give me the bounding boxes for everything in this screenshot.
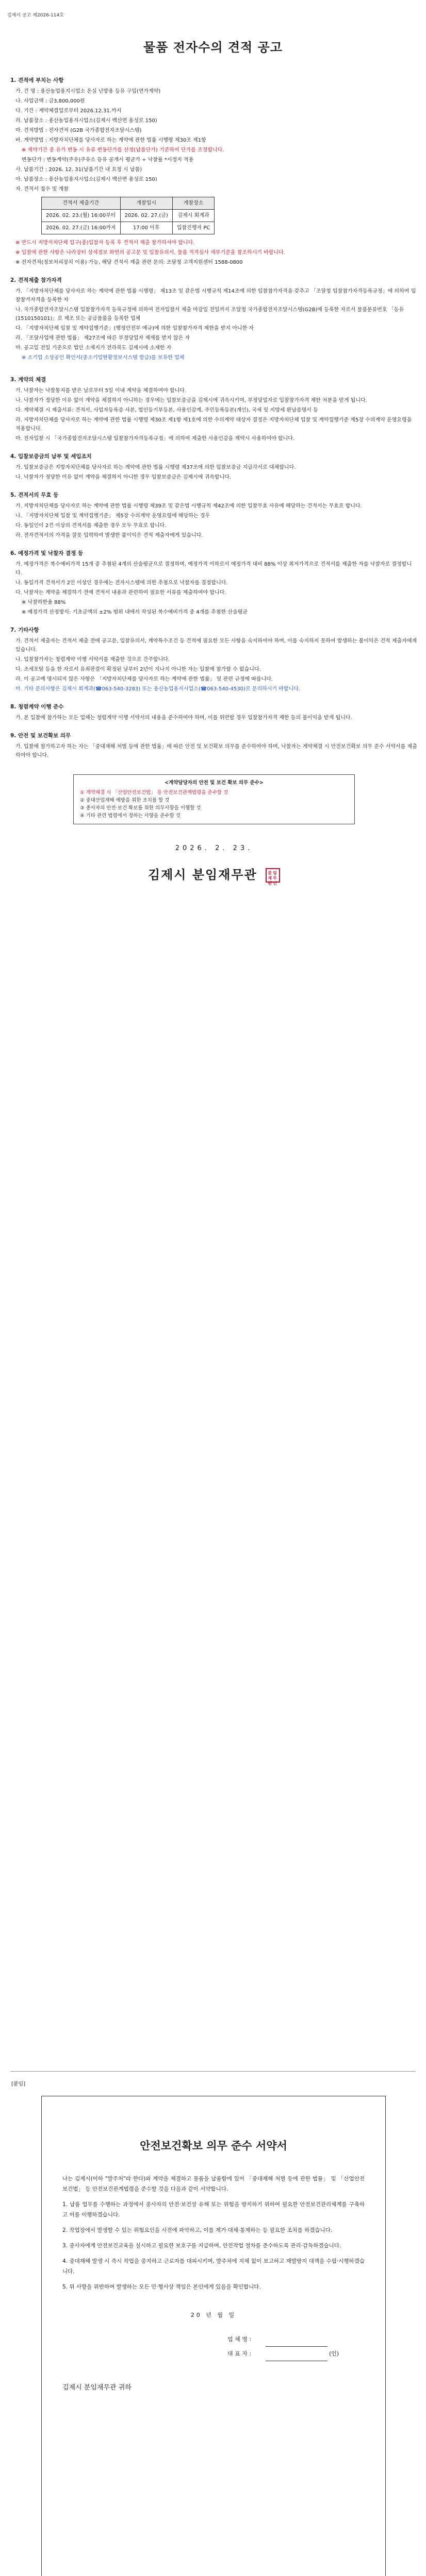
section-9 [10, 732, 418, 760]
attachment-label: [붙임] [11, 2081, 26, 2087]
section-note: ※ 소기업 소상공인 확인서(중소기업현황정보시스템 발급)를 보유한 업체 [22, 355, 185, 361]
section-line: 라. 이 공고에 명시되지 않은 사항은 「지방자치단체를 당사자로 하는 계약에 관한 법률」 및 관련 규정에 따릅니다. [15, 676, 273, 682]
notice-body [10, 67, 418, 886]
notice-box-heading: <계약담당자의 안전 및 보건 확보 의무 준수> [165, 780, 264, 786]
pledge-paragraph: 4. 중대재해 발생 시 즉시 작업을 중지하고 근로자를 대피시키며, 발주처에 지체 없이 보고하고 재발방지 대책을 수립·시행하겠습니다. [62, 2258, 365, 2275]
contact-line: 마. 기타 문의사항은 김제시 회계과(☎063-540-3283) 또는 용산농업용지시업소(☎063-540-4530)로 문의하시기 바랍니다. [15, 686, 301, 692]
pledge-date: 20 년 월 일 [190, 2312, 237, 2318]
table-header-row [42, 197, 215, 210]
section-heading: 7. 기타사항 [10, 627, 39, 633]
section-line: 다. 기간 : 계약체결일로부터 2026.12.31.까지 [15, 108, 122, 114]
section-line: 가. 입찰에 참가하고자 하는 자는 「중대재해 처벌 등에 관한 법률」에 따른 안전 및 보건확보 의무를 준수하여야 하며, 낙찰자는 계약체결 시 안전보건확보 의무 준수 서약서를 제출하여야 합니다. [15, 744, 417, 758]
section-3 [10, 376, 418, 443]
table-row [42, 222, 215, 234]
page-divider [10, 2071, 416, 2072]
section-line: 마. 전자입찰 시 「국가종합전자조달시스템 입찰참가자격등록규정」에 의하여 제출한 사용인감을 계약시 사용하여야 합니다. [15, 436, 295, 442]
pledge-form [41, 2096, 386, 2576]
pledge-title: 안전보건확보 의무 준수 서약서 [140, 2140, 287, 2152]
pledge-body [62, 2174, 365, 2292]
representative-field[interactable] [266, 2353, 327, 2361]
page-title: 물품 전자수의 견적 공고 [143, 40, 283, 55]
issuer-name [10, 868, 418, 886]
section-2 [10, 276, 418, 362]
section-line: 라. 전자견적서의 가격을 잘못 입력하여 발생한 불이익은 견적 제출자에게 있습니다. [15, 533, 203, 538]
table-header: 개찰장소 [172, 197, 215, 210]
company-field[interactable] [266, 2339, 327, 2347]
pledge-paragraph: 3. 종사자에게 안전보건교육을 실시하고 필요한 보호구를 지급하며, 안전작업 절차를 준수하도록 관리·감독하겠습니다. [62, 2243, 341, 2249]
section-line: 나. 낙찰자가 정당한 이유 없이 계약을 체결하지 아니하는 경우에는 입찰보증금을 김제시에 귀속시키며, 부정당업자로 입찰참가자격 제한 처분을 받게 됩니다. [15, 398, 367, 403]
schedule-table [41, 197, 215, 234]
pledge-paragraph: 1. 납품 업무를 수행하는 과정에서 종사자의 안전·보건상 유해 또는 위험을 방지하기 위하여 필요한 안전보건관리체계를 구축하고 이를 이행하겠습니다. [62, 2201, 365, 2218]
section-line: 나. 동일가격 견적서가 2인 이상인 경우에는 전자시스템에 의한 추첨으로 낙찰자를 결정합니다. [15, 580, 228, 586]
section-line: 나. 입찰참가자는 청렴계약 이행 서약서를 제출한 것으로 간주합니다. [15, 657, 170, 663]
section-line: 가. 본 입찰에 참가하는 모든 업체는 청렴계약 이행 서약서의 내용을 준수하여야 하며, 이를 위반할 경우 입찰참가자격 제한 등의 불이익을 받게 됩니다. [15, 715, 352, 721]
section-line: 나. 사업금액 : 금3,800,000원 [15, 98, 85, 104]
section-heading: 5. 견적서의 무효 등 [10, 492, 59, 498]
section-line: 나. 국가종합전자조달시스템 입찰참가자격 등록규정에 의하여 전자입찰서 제출 마감일 전일까지 조달청 국가종합전자조달시스템(G2B)에 등록한 자로서 물품분류번호 「등유(1510150101)」로 제조 또는 공급물품을 등록한 업체 [15, 307, 404, 321]
section-7 [10, 626, 418, 693]
price-adjustment-highlight: ※ 제약기간 중 유가 변동 시 유류 변동단가를 산정(납품단가) 기준하여 단가를 조정합니다. [22, 147, 224, 153]
table-row [42, 210, 215, 222]
notice-box-line: ① 계약체결 시 「산업안전보건법」 등 안전보건관계법령을 준수할 것 [80, 790, 228, 795]
section-note: ※ 전자견적(정보처리장치 이용) 가능, 해당 견적서 제출 관련 문의: 조달청 고객지원센터 1588-0800 [15, 260, 243, 265]
section-note: ※ 낙찰하한율 88% [22, 600, 66, 605]
section-5 [10, 491, 418, 540]
section-line: 자. 견적서 접수 및 개찰 [15, 187, 69, 192]
section-4 [10, 452, 418, 482]
section-line: 다. 계약체결 시 제출서류: 견적서, 사업자등록증 사본, 법인등기부등본, 사용인감계, 주민등록등본(개인), 국세 및 지방세 완납증명서 등 [15, 408, 318, 413]
section-line: 가. 「지방자치단체를 당사자로 하는 계약에 관한 법률 시행령」 제13조 및 같은법 시행규칙 제14조에 의한 입찰참가자격을 갖추고 「조달청 입찰참가자격등록규정」에 의하여 입찰참가자격을 등록한 자 [15, 289, 416, 303]
pledge-paragraph: 5. 위 사항을 위반하여 발생하는 모든 민·형사상 책임은 본인에게 있음을 확인합니다. [62, 2284, 261, 2290]
section-heading: 9. 안전 및 보건확보 의무 [10, 733, 71, 739]
issue-date: 2026. 2. 23. [175, 844, 253, 852]
signature-block [227, 2332, 385, 2361]
company-row [227, 2332, 385, 2347]
representative-row [227, 2347, 385, 2361]
section-line: 아. 납품장소 : 용산농업용지시업소(김제시 백산면 용성로 150) [15, 177, 157, 182]
pledge-recipient: 김제시 분임재무관 귀하 [62, 2384, 132, 2392]
section-line: 가. 입찰보증금은 지방자치단체를 당사자로 하는 계약에 관한 법률 시행령 제37조에 의한 입찰보증금 지급각서로 대체합니다. [15, 465, 296, 470]
section-line: 마. 견적방법 : 전자견적 (G2B 국가종합전자조달시스템) [15, 128, 142, 133]
table-cell: 2026. 02. 27.(금) 16:00까지 [42, 222, 121, 234]
section-heading: 8. 청렴계약 이행 준수 [10, 704, 64, 710]
safety-notice-box [73, 774, 355, 824]
section-line: 다. 동일인이 2건 이상의 견적서를 제출한 경우 모두 무효로 합니다. [15, 523, 167, 529]
table-cell: 2026. 02. 23.(월) 16:00부터 [42, 210, 121, 222]
section-line: 가. 건 명 : 용산농업용지시업소 온실 난방용 등유 구입(연가계약) [15, 89, 161, 94]
seal-hint: (인) [329, 2350, 339, 2357]
table-header: 견적서 제출기간 [42, 197, 121, 210]
section-heading: 1. 견적에 부치는 사항 [10, 77, 64, 83]
section-line: 라. 「조달사업에 관한 법률」 제27조에 따른 부정당업자 제재를 받지 않은 자 [15, 335, 190, 341]
document-number: 김제시 공고 제2026-114호 [7, 13, 64, 18]
notice-box-line: ③ 종사자의 안전·보건 확보를 위한 의무사항을 이행할 것 [80, 805, 201, 811]
section-heading: 2. 견적제출 참가자격 [10, 277, 62, 283]
notice-box-line: ② 중대산업재해 예방을 위한 조치를 할 것 [80, 798, 170, 803]
section-line: 바. 계약방법 : 지방자치단체를 당사자로 하는 계약에 관한 법률 시행령 제30조 제1항 [15, 138, 206, 143]
section-8 [10, 703, 418, 722]
section-line: 다. 조세포탈 등을 한 자로서 유죄판결이 확정된 날부터 2년이 지나지 아니한 자는 입찰에 참가할 수 없습니다. [15, 667, 261, 672]
section-line: 마. 공고일 전일 기준으로 법인 소재지가 전라북도 김제시에 소재한 자 [15, 345, 172, 351]
company-label: 업 체 명 : [227, 2336, 252, 2343]
section-line: 다. 낙찰자는 계약을 체결하기 전에 견적서 내용과 관련하여 필요한 서류를 제출하여야 합니다. [15, 590, 226, 596]
section-1 [10, 76, 418, 267]
official-seal-icon: 분임재무관인 [266, 868, 280, 883]
section-line: 가. 낙찰자는 낙찰통지를 받은 날로부터 5일 이내 계약을 체결하여야 합니다. [15, 388, 187, 394]
section-note: ※ 입찰에 관한 사항은 나라장터 상세정보 화면의 공고문 및 입찰유의서, 물품 적격심사 세부기준을 참조하시기 바랍니다. [15, 250, 285, 256]
section-line: 사. 납품기간 : 2026. 12. 31(납품기간 내 요청 시 납품) [15, 167, 142, 173]
section-line: 나. 낙찰자가 정당한 이유 없이 계약을 체결하지 아니한 경우 입찰보증금은 김제시에 귀속합니다. [15, 474, 232, 480]
section-line: 다. 「지방자치단체 입찰 및 계약집행기준」(행정안전부 예규)에 의한 입찰참가자격 제한을 받지 아니한 자 [15, 326, 254, 331]
issuer-label: 김제시 분임재무관 [148, 868, 257, 882]
table-cell: 2026. 02. 27.(금) [120, 210, 172, 222]
table-cell: 김제시 회계과 [172, 210, 215, 222]
pledge-paragraph: 2. 작업장에서 발생할 수 있는 위험요인을 사전에 파악하고, 이를 제거·대체·통제하는 등 필요한 조치를 하겠습니다. [62, 2227, 333, 2233]
section-line: 가. 지방자치단체를 당사자로 하는 계약에 관한 법률 시행령 제39조 및 같은법 시행규칙 제42조에 의한 입찰무효 사유에 해당하는 견적서는 무효로 합니다. [15, 503, 362, 509]
pledge-paragraph: 나는 김제시(이하 "발주처"라 한다)와 계약을 체결하고 물품을 납품함에 있어 「중대재해 처벌 등에 관한 법률」 및 「산업안전보건법」 등 안전보건관계법령을 준수할 것을 다음과 같이 서약합니다. [62, 2176, 365, 2192]
section-heading: 4. 입찰보증금의 납부 및 세입조치 [10, 453, 92, 460]
table-header: 개찰일시 [120, 197, 172, 210]
table-cell: 17:00 이후 [120, 222, 172, 234]
section-note: ※ 반드시 지방자치단체 입구(종)입찰자 등록 후 견적서 제출 참가하셔야 합니다. [15, 240, 195, 246]
notice-box-line: ④ 기타 관련 법령에서 정하는 사항을 준수할 것 [80, 813, 181, 819]
section-line: 나. 「지방자치단체 입찰 및 계약집행기준」 제5장 수의계약 운영요령에 해당하는 경우 [15, 513, 210, 519]
section-heading: 6. 예정가격 및 낙찰자 결정 등 [10, 550, 84, 556]
section-6 [10, 549, 418, 617]
section-heading: 3. 계약의 체결 [10, 377, 46, 383]
representative-label: 대 표 자 : [227, 2350, 252, 2357]
section-line: 가. 예정가격은 복수예비가격 15개 중 추첨된 4개의 산술평균으로 결정하며, 예정가격 이하로서 예정가격 대비 88% 이상 최저가격으로 견적서를 제출한 자를 낙찰자로 결정합니다. [15, 562, 412, 576]
table-cell: 입찰진행자 PC [172, 222, 215, 234]
section-line: 라. 납품장소 : 용산농업용지시업소(김제시 백산면 용성로 150) [15, 118, 157, 124]
section-line: 변동단가 : 변동계약(주유)주유소 등유 공개시 평균가 ÷ 낙찰률 *시정지 적용 [22, 157, 194, 163]
section-note: ※ 예정가격 산정방식: 기초금액의 ±2% 범위 내에서 작성된 복수예비가격 중 4개를 추첨한 산술평균 [22, 609, 248, 615]
section-line: 가. 견적서 제출자는 견적서 제출 전에 공고문, 입찰유의서, 계약특수조건 등 견적에 필요한 모든 사항을 숙지하여야 하며, 이를 숙지하지 못하여 발생하는 불이익은 견적 제출자에게 있습니다. [15, 638, 417, 653]
section-line: 라. 지방자치단체를 당사자로 하는 계약에 관한 법률 시행령 제30조 제1항 제1호에 의한 수의계약 대상자 결정은 지방자치단체 입찰 및 계약집행기준 제5장 수의계약 운영요령을 적용합니다. [15, 417, 412, 432]
